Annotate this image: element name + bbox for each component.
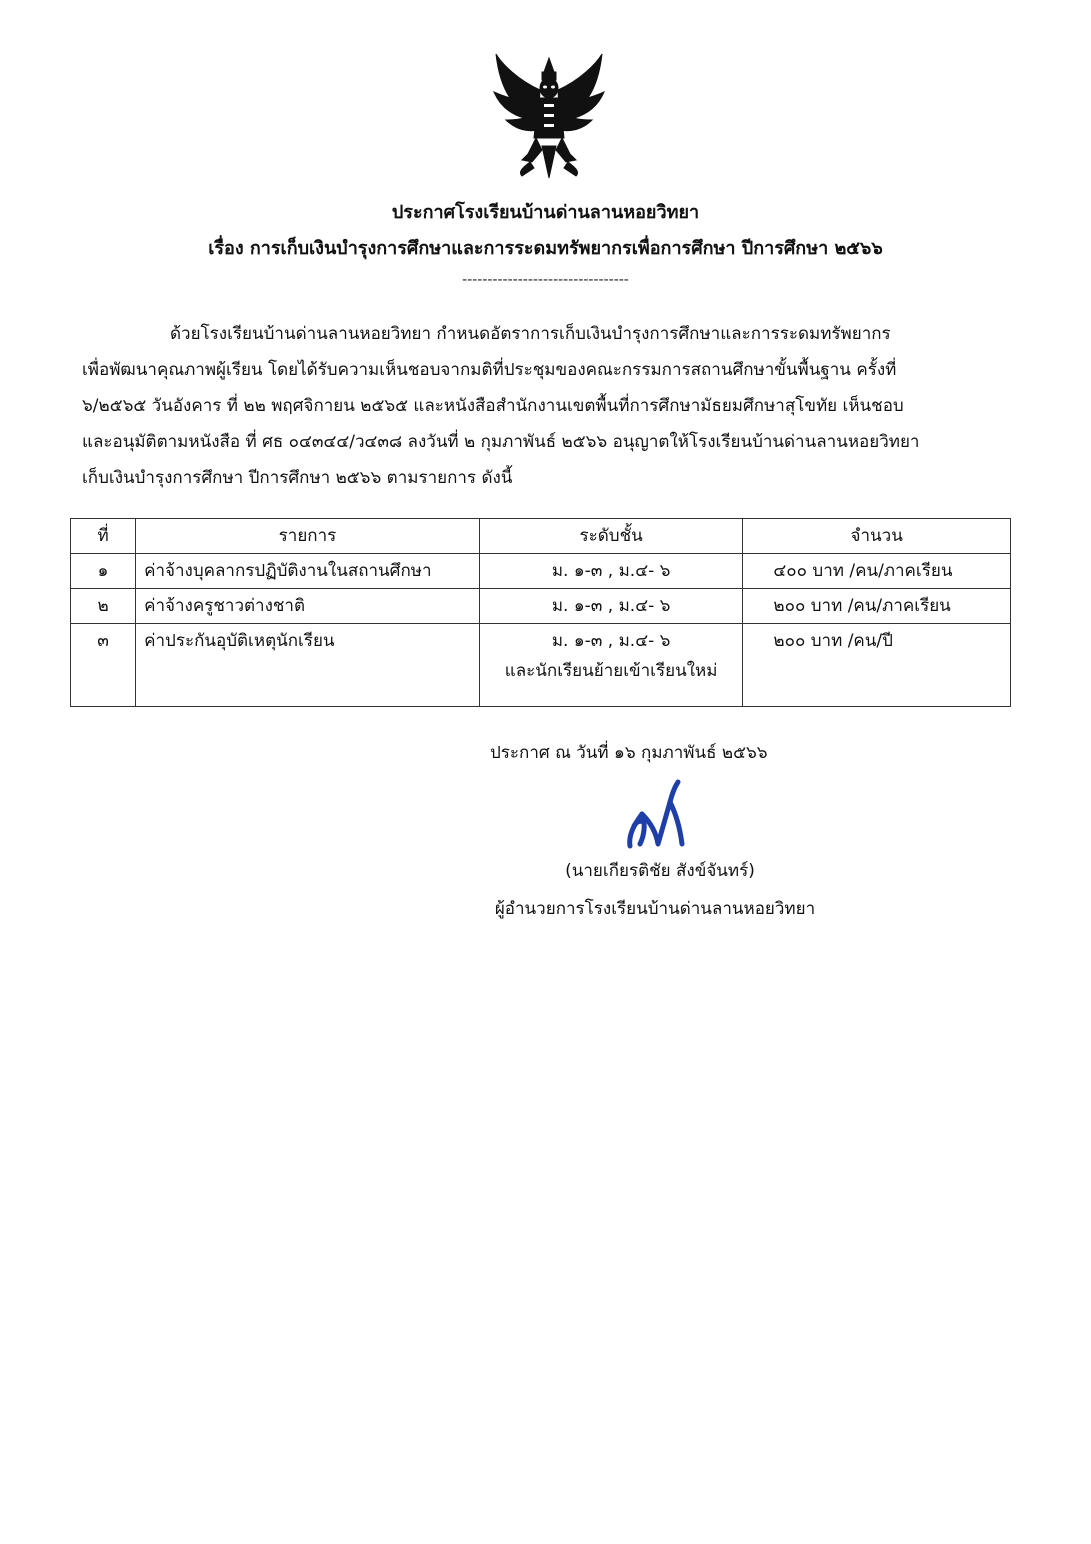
signer-name: (นายเกียรติชัย สังข์จันทร์): [565, 861, 755, 881]
row-no: ๑: [71, 554, 136, 589]
row-amount-text: ๒๐๐ บาท /คน/ปี: [773, 631, 893, 651]
header-item: รายการ: [136, 519, 480, 554]
row-amount: [743, 589, 1011, 624]
header-level: ระดับชั้น: [479, 519, 743, 554]
row-amount-text: ๒๐๐ บาท /คน/ภาคเรียน: [773, 596, 951, 616]
table-row: [71, 589, 1011, 624]
body-line-2: เพื่อพัฒนาคุณภาพผู้เรียน โดยได้รับความเห็นชอบจากมติที่ประชุมของคณะกรรมการสถานศึกษาขั้นพื้นฐาน ครั้งที่: [82, 360, 897, 380]
fee-table: [70, 518, 1011, 707]
body-line-5: เก็บเงินบำรุงการศึกษา ปีการศึกษา ๒๕๖๖ ตามรายการ ดังนี้: [82, 468, 513, 488]
row-no: ๒: [71, 589, 136, 624]
row-no: ๓: [71, 624, 136, 707]
table-row: [71, 624, 1011, 707]
announce-date: ประกาศ ณ วันที่ ๑๖ กุมภาพันธ์ ๒๕๖๖: [490, 743, 768, 763]
row-level-text: ม. ๑-๓ , ม.๔- ๖: [551, 631, 671, 651]
signer-position: ผู้อำนวยการโรงเรียนบ้านด่านลานหอยวิทยา: [494, 899, 816, 919]
row-level-extra: และนักเรียนย้ายเข้าเรียนใหม่: [504, 661, 718, 681]
row-item: ค่าประกันอุบัติเหตุนักเรียน: [136, 624, 480, 707]
body-line-1: ด้วยโรงเรียนบ้านด่านลานหอยวิทยา กำหนดอัตราการเก็บเงินบำรุงการศึกษาและการระดมทรัพยากร: [170, 324, 891, 344]
row-amount: [743, 554, 1011, 589]
row-level: ม. ๑-๓ , ม.๔- ๖: [479, 589, 743, 624]
body-line-4: และอนุมัติตามหนังสือ ที่ ศธ ๐๔๓๔๔/ว๔๓๘ ลงวันที่ ๒ กุมภาพันธ์ ๒๕๖๖ อนุญาตให้โรงเรียนบ้านด่านลานหอยวิทยา: [82, 432, 920, 452]
header-amount: จำนวน: [743, 519, 1011, 554]
row-amount: [743, 624, 1011, 707]
body-line-3: ๖/๒๕๖๕ วันอังคาร ที่ ๒๒ พฤศจิกายน ๒๕๖๕ และหนังสือสำนักงานเขตพื้นที่การศึกษามัธยมศึกษาสุโขทัย เห็นชอบ: [82, 396, 904, 416]
title-divider: ---------------------------------: [462, 272, 629, 288]
announcement-title: ประกาศโรงเรียนบ้านด่านลานหอยวิทยา: [391, 202, 700, 223]
header-no: ที่: [71, 519, 136, 554]
row-item: ค่าจ้างบุคลากรปฏิบัติงานในสถานศึกษา: [136, 554, 480, 589]
table-row: [71, 554, 1011, 589]
table-header-row: [71, 519, 1011, 554]
signature-icon: [622, 778, 692, 852]
row-amount-text: ๔๐๐ บาท /คน/ภาคเรียน: [773, 561, 953, 581]
garuda-emblem-icon: [488, 50, 610, 180]
announcement-subject: เรื่อง การเก็บเงินบำรุงการศึกษาและการระดมทรัพยากรเพื่อการศึกษา ปีการศึกษา ๒๕๖๖: [208, 238, 883, 259]
row-item: ค่าจ้างครูชาวต่างชาติ: [136, 589, 480, 624]
row-level: ม. ๑-๓ , ม.๔- ๖: [479, 554, 743, 589]
row-level: [479, 624, 743, 707]
